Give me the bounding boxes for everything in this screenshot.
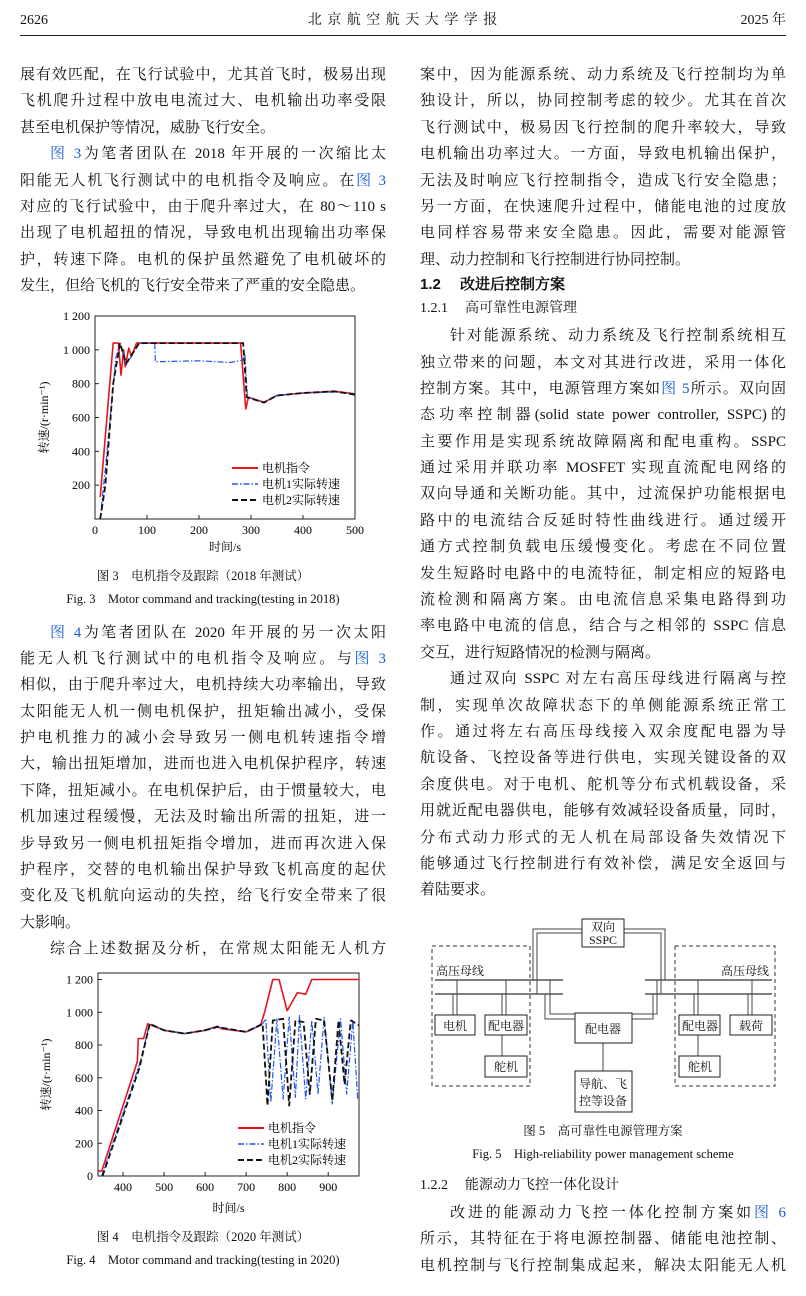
page-number: 2626 bbox=[20, 13, 48, 28]
x-tick-label: 500 bbox=[155, 1179, 174, 1194]
section-heading bbox=[420, 273, 786, 297]
text-line: 护程序，交替的电机输出保护导致飞机高度的起伏 bbox=[20, 862, 386, 879]
figure-link[interactable]: 图 5 bbox=[661, 380, 690, 397]
right-servo-label: 舵机 bbox=[687, 1059, 713, 1074]
legend-label: 电机1实际转速 bbox=[268, 1136, 347, 1151]
right-bus-label: 高压母线 bbox=[720, 963, 770, 978]
paragraph bbox=[420, 666, 786, 904]
y-tick-label: 0 bbox=[87, 1168, 93, 1183]
text-line: 飞行测试中，极易因飞行控制的爬升率较大，导致 bbox=[420, 119, 786, 136]
x-axis-label: 时间/s bbox=[212, 1200, 245, 1215]
text-segment: 所示。双向固 bbox=[689, 380, 786, 397]
text-segment: 为笔者团队在 2018 年开展的一次缩比太 bbox=[81, 146, 386, 163]
left-distributor-label: 配电器 bbox=[487, 1018, 525, 1033]
text-line: 独立带来的问题，本文对其进行改进，采用一体化 bbox=[420, 354, 786, 371]
y-axis-label: 转速/(r·min⁻¹) bbox=[39, 1038, 53, 1111]
text-line: 综合上述数据及分析，在常规太阳能无人机方 bbox=[50, 941, 386, 958]
paragraph bbox=[20, 62, 386, 141]
paragraph bbox=[420, 323, 786, 666]
section-number: 1.2.2 bbox=[420, 1177, 448, 1193]
y-tick-label: 1 000 bbox=[63, 342, 90, 357]
text-line: 通方式控制负载电压缓慢变化。考虑在不同位置 bbox=[420, 539, 786, 556]
x-tick-label: 500 bbox=[346, 522, 364, 537]
section-number: 1.2.1 bbox=[420, 301, 448, 317]
x-tick-label: 300 bbox=[242, 522, 260, 537]
journal-title: 北 京 航 空 航 天 大 学 学 报 bbox=[307, 13, 499, 28]
figure-caption-cn: 图 3 电机指令及跟踪（2018 年测试） bbox=[96, 568, 310, 583]
motor-speed-chart bbox=[20, 300, 386, 562]
y-tick-label: 200 bbox=[75, 1135, 93, 1150]
text-line: 大影响。 bbox=[20, 914, 81, 931]
x-tick-label: 900 bbox=[319, 1179, 338, 1194]
payload-label: 载荷 bbox=[738, 1018, 764, 1033]
text-line: 展有效匹配，在飞行试验中，尤其首飞时，极易出现 bbox=[20, 67, 386, 83]
power-management-diagram bbox=[420, 912, 786, 1117]
sspc-label-1: 双向 bbox=[590, 919, 616, 934]
series-line-0 bbox=[100, 343, 355, 497]
figure-fig3 bbox=[20, 300, 386, 620]
text-line: 机加速过程缓慢，无法及时输出所需的扭矩，进一 bbox=[20, 809, 386, 826]
text-line bbox=[20, 620, 386, 646]
text-line: 发生，但给飞机的飞行安全带来了严重的安全隐患。 bbox=[20, 278, 366, 295]
nav-label-2: 控等设备 bbox=[578, 1093, 628, 1108]
paragraph bbox=[20, 620, 386, 937]
text-line: 流检测和隔离方案。由电流信息采集电路得到功 bbox=[420, 592, 786, 609]
text-line: 相似，由于爬升率过大，电机持续大功率输出，导致 bbox=[20, 677, 386, 694]
text-line: 护电机推力的减小会导致另一侧电机转速指令增 bbox=[20, 730, 386, 747]
text-line: 航设备、飞控设备等进行供电，实现关键设备的双 bbox=[420, 750, 786, 767]
y-tick-label: 200 bbox=[72, 477, 90, 492]
text-line: 路中的电流结合反延时特性曲线进行。通过缓开 bbox=[420, 512, 786, 529]
figure-caption-en: Fig. 3 Motor command and tracking(testing in 2018) bbox=[66, 591, 340, 606]
text-line: 独设计，所以，协同控制考虑的较少。尤其在首次 bbox=[420, 93, 786, 110]
center-distributor-label: 配电器 bbox=[584, 1021, 622, 1036]
text-line: 案中，因为能源系统、动力系统及飞行控制均为单 bbox=[420, 67, 786, 83]
header-rule bbox=[20, 35, 786, 36]
text-line: 变化及飞机航向运动的失控，给飞行安全带来了很 bbox=[20, 888, 386, 905]
text-line: 通过采用并联功率 MOSFET 实现直流配电网络的 bbox=[420, 460, 786, 477]
paragraph bbox=[20, 936, 386, 962]
y-tick-label: 800 bbox=[72, 376, 90, 391]
section-title: 改进后控制方案 bbox=[460, 276, 566, 294]
x-tick-label: 700 bbox=[237, 1179, 256, 1194]
text-line: 电同样容易带来安全隐患。因此，需要对能源管 bbox=[420, 225, 786, 242]
x-tick-label: 200 bbox=[190, 522, 208, 537]
text-line bbox=[420, 376, 786, 402]
text-line: 交互，进行短路情况的检测与隔离。 bbox=[420, 644, 661, 661]
figure-fig4 bbox=[20, 963, 386, 1279]
section-title: 能源动力飞控一体化设计 bbox=[465, 1177, 619, 1193]
text-line: 余度供电。对于电机、舵机等分布式机载设备，采 bbox=[420, 776, 786, 793]
text-line: 双向导通和关断功能。其中，过流保护功能根据电 bbox=[420, 486, 786, 503]
text-segment: 能无人机飞行测试中的电机指令及响应。与 bbox=[20, 650, 355, 667]
y-tick-label: 400 bbox=[75, 1103, 93, 1118]
text-line: 能够通过飞行控制进行有效补偿，满足安全返回与 bbox=[420, 855, 786, 872]
x-tick-label: 0 bbox=[92, 522, 98, 537]
journal-year: 2025 年 bbox=[740, 13, 786, 28]
legend-label: 电机指令 bbox=[262, 460, 311, 475]
left-column bbox=[20, 62, 386, 1279]
text-line: 发生短路时电路中的电流特征，制定相应的短路电 bbox=[420, 565, 786, 582]
figure-link[interactable]: 图 3 bbox=[50, 146, 82, 163]
text-line: 飞机爬升过程中放电电流过大、电机输出功率受限 bbox=[20, 93, 386, 110]
section-title: 高可靠性电源管理 bbox=[465, 301, 577, 317]
text-line: 率电路中电流的信息，结合与之相邻的 SSPC 信息 bbox=[420, 618, 786, 635]
text-line: 主要作用是实现系统故障隔离和配电重构。SSPC bbox=[420, 433, 786, 450]
y-tick-label: 600 bbox=[75, 1070, 93, 1085]
x-tick-label: 100 bbox=[138, 522, 156, 537]
y-tick-label: 1 000 bbox=[66, 1004, 93, 1019]
text-line: 作。通过将左右高压母线接入双余度配电器为导 bbox=[420, 723, 786, 740]
motor-label: 电机 bbox=[442, 1018, 468, 1033]
text-line: 甚至电机保护等情况，威胁飞行安全。 bbox=[20, 119, 276, 136]
section-heading bbox=[420, 297, 786, 323]
text-line: 太阳能无人机一侧电机保护，扭矩输出减小，受保 bbox=[20, 703, 386, 720]
nav-label-1: 导航、飞 bbox=[578, 1076, 628, 1091]
x-axis-label: 时间/s bbox=[208, 539, 242, 554]
text-line: 护，转速下降。电机的保护虽然避免了电机破坏的 bbox=[20, 251, 386, 268]
text-line bbox=[420, 1200, 786, 1226]
text-line: 理、动力控制和飞行控制进行协同控制。 bbox=[420, 251, 691, 268]
text-line: 分布式动力形式的无人机在局部设备失效情况下 bbox=[420, 829, 786, 846]
legend-label: 电机指令 bbox=[268, 1120, 317, 1135]
y-tick-label: 800 bbox=[75, 1037, 93, 1052]
text-line bbox=[20, 646, 386, 672]
x-tick-label: 800 bbox=[278, 1179, 297, 1194]
y-tick-label: 600 bbox=[72, 410, 90, 425]
text-segment: 改进的能源动力飞控一体化控制方案如 bbox=[450, 1204, 754, 1221]
text-segment: 控制方案。其中，电源管理方案如 bbox=[420, 380, 662, 397]
figure-caption-en: Fig. 5 High-reliability power management scheme bbox=[472, 1146, 734, 1161]
y-tick-label: 400 bbox=[72, 443, 90, 458]
text-line: 步导致另一侧电机扭矩指令增加，进而再次进入保 bbox=[20, 835, 386, 852]
left-servo-label: 舵机 bbox=[493, 1059, 519, 1074]
y-tick-label: 1 200 bbox=[66, 972, 93, 987]
text-line: 电机输出功率过大。一方面，导致电机输出保护， bbox=[420, 146, 786, 163]
right-distributor-label: 配电器 bbox=[681, 1018, 719, 1033]
text-line: 制，实现单次故障状态下的单侧能源系统正常工 bbox=[420, 697, 786, 714]
figure-caption-cn: 图 5 高可靠性电源管理方案 bbox=[523, 1123, 683, 1138]
text-line: 出现了电机超扭的情况，导致电机出现输出功率保 bbox=[20, 225, 386, 242]
text-line bbox=[20, 141, 386, 167]
right-column bbox=[420, 62, 786, 1279]
x-tick-label: 600 bbox=[196, 1179, 215, 1194]
text-line: 所示，其特征在于将电源控制器、储能电池控制、 bbox=[420, 1231, 786, 1248]
figure-link[interactable]: 图 6 bbox=[753, 1204, 786, 1221]
figure-link[interactable]: 图 3 bbox=[354, 650, 386, 667]
figure-fig5 bbox=[420, 912, 786, 1174]
motor-speed-chart bbox=[20, 963, 386, 1225]
figure-caption-cn: 图 4 电机指令及跟踪（2020 年测试） bbox=[96, 1229, 310, 1244]
text-segment: 阳能无人机飞行测试中的电机指令及响应。在 bbox=[20, 172, 357, 189]
paragraph bbox=[420, 1200, 786, 1279]
text-line: 着陆要求。 bbox=[420, 882, 496, 899]
y-tick-label: 1 200 bbox=[63, 308, 90, 323]
text-line: 态功率控制器(solid state power controller, SSPC)的 bbox=[420, 407, 786, 424]
x-tick-label: 400 bbox=[114, 1179, 133, 1194]
text-line bbox=[20, 168, 386, 194]
y-axis-label: 转速/(r·min⁻¹) bbox=[37, 381, 51, 453]
text-line: 针对能源系统、动力系统及飞行控制系统相互 bbox=[450, 328, 786, 345]
text-line: 电机控制与飞行控制集成起来，解决太阳能无人机 bbox=[420, 1257, 786, 1274]
series-line-1 bbox=[102, 1015, 358, 1175]
left-bus-label: 高压母线 bbox=[435, 963, 485, 978]
text-segment: 为笔者团队在 2020 年开展的另一次太阳 bbox=[81, 624, 386, 641]
section-number: 1.2 bbox=[420, 276, 441, 294]
legend-label: 电机1实际转速 bbox=[262, 476, 341, 491]
paragraph bbox=[420, 62, 786, 273]
sspc-label-2: SSPC bbox=[588, 932, 618, 947]
text-line: 大，输出扭矩增加，进而也进入电机保护程序，转速 bbox=[20, 756, 386, 773]
section-heading bbox=[420, 1174, 786, 1200]
text-line: 用就近配电器供电，能够有效减轻设备质量，同时， bbox=[420, 803, 786, 820]
paragraph bbox=[20, 141, 386, 299]
text-line: 无法及时响应飞行控制指令，造成飞行安全隐患； bbox=[420, 172, 786, 189]
figure-caption-en: Fig. 4 Motor command and tracking(testing in 2020) bbox=[66, 1252, 340, 1267]
x-tick-label: 400 bbox=[294, 522, 312, 537]
text-line: 另一方面，在快速爬升过程中，储能电池的过度放 bbox=[420, 198, 786, 215]
figure-link[interactable]: 图 4 bbox=[50, 624, 82, 641]
text-line: 对应的飞行试验中，由于爬升率过大，在 80～110 s bbox=[20, 198, 386, 215]
legend-label: 电机2实际转速 bbox=[262, 492, 341, 507]
text-line: 下降，扭矩减小。在电机保护后，由于惯量较大，电 bbox=[20, 782, 386, 799]
figure-link[interactable]: 图 3 bbox=[356, 172, 386, 189]
text-line: 通过双向 SSPC 对左右高压母线进行隔离与控 bbox=[450, 671, 786, 688]
legend-label: 电机2实际转速 bbox=[268, 1152, 347, 1167]
